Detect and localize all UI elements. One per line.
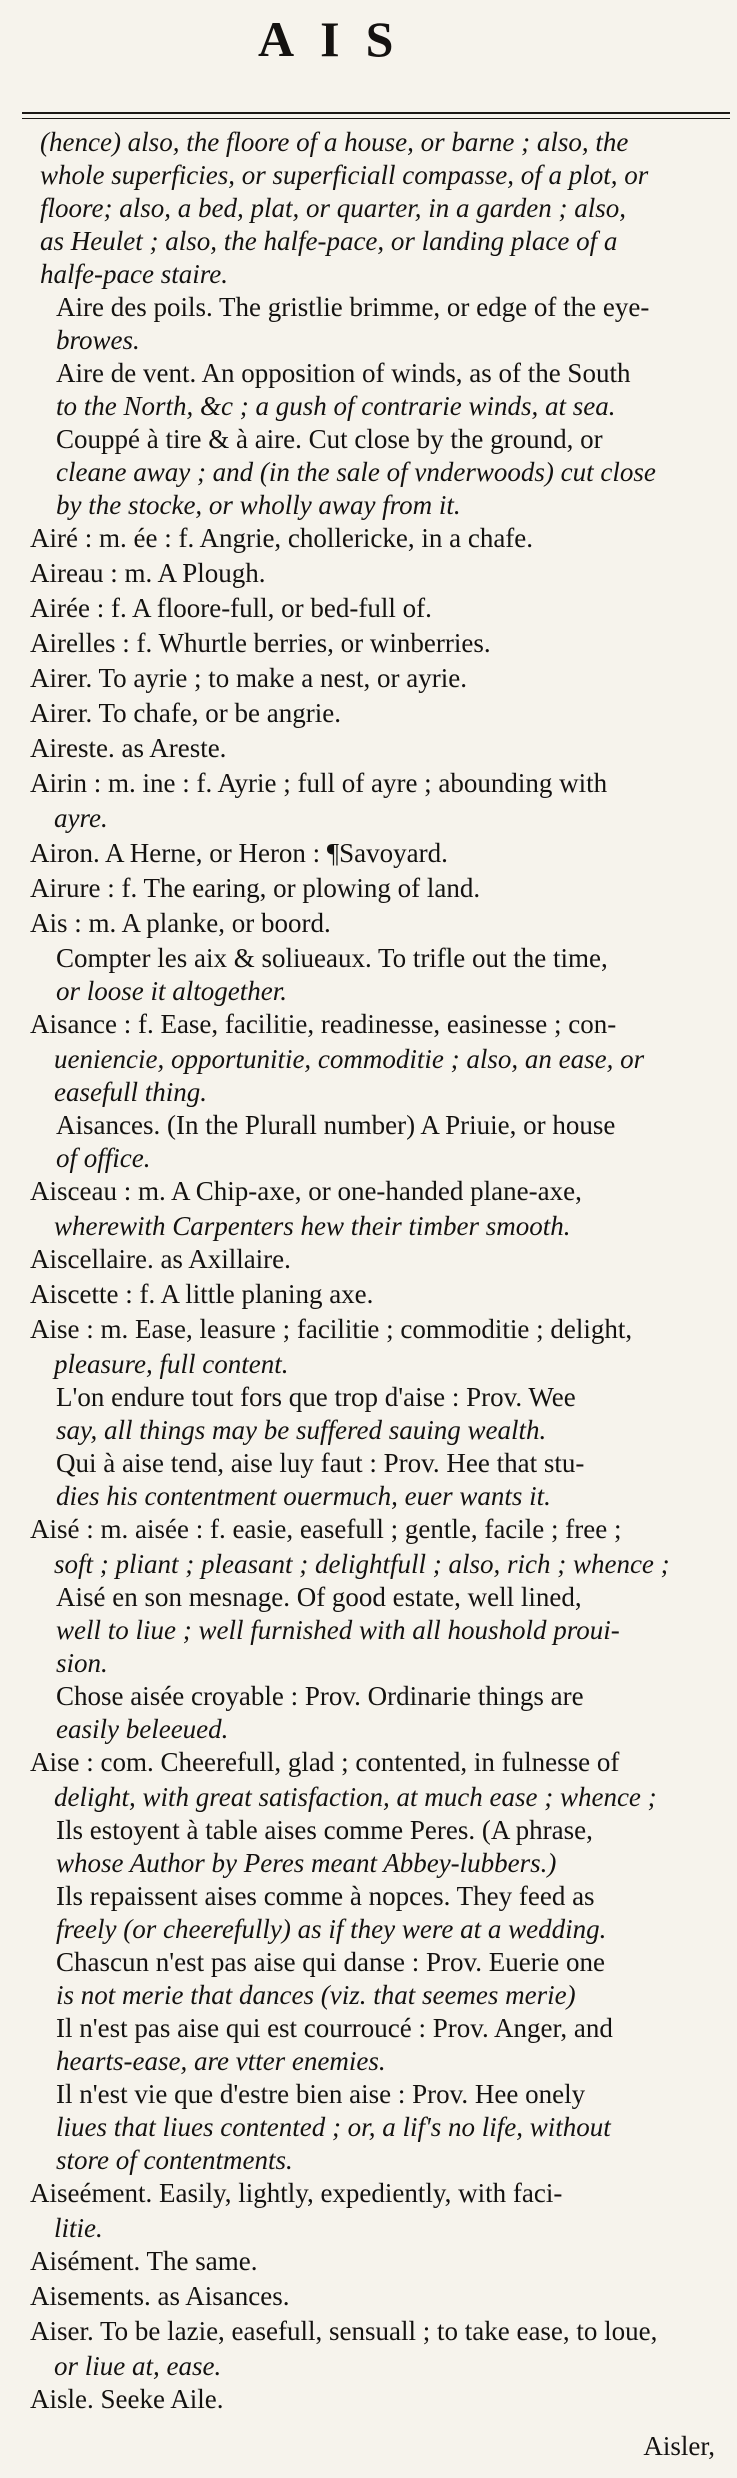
entry-line: Aiscellaire. as Axillaire. [30, 1244, 291, 1274]
entry-line: by the stocke, or wholly away from it. [56, 490, 461, 520]
entry-line: Ils estoyent à table aises comme Peres. (A phrase, [56, 1815, 593, 1845]
entry-line: whole superficies, or superficiall compasse, of a plot, or [40, 160, 649, 190]
entry-line: is not merie that dances (viz. that seemes merie) [56, 1980, 576, 2010]
entry-line: pleasure, full content. [54, 1349, 289, 1379]
entry-line: Aisements. as Aisances. [30, 2281, 290, 2311]
entry-line: Airon. A Herne, or Heron : ¶Savoyard. [30, 838, 448, 868]
page-header [0, 8, 737, 70]
entry-line: hearts-ease, are vtter enemies. [56, 2046, 386, 2076]
entry-line: easily beleeued. [56, 1714, 229, 1744]
entry-line: Aisé en son mesnage. Of good estate, well lined, [56, 1582, 582, 1612]
entry-line: Airin : m. ine : f. Ayrie ; full of ayre ; abounding with [30, 768, 608, 798]
entry-line: browes. [56, 325, 140, 355]
entry-line: Couppé à tire & à aire. Cut close by the ground, or [56, 424, 603, 454]
entry-line: store of contentments. [56, 2145, 293, 2175]
entry-line: Aisceau : m. A Chip-axe, or one-handed plane-axe, [30, 1176, 582, 1206]
entry-line: freely (or cheerefully) as if they were at a wedding. [56, 1914, 607, 1944]
entry-line: L'on endure tout fors que trop d'aise : Prov. Wee [56, 1382, 576, 1412]
entry-line: Qui à aise tend, aise luy faut : Prov. Hee that stu- [56, 1448, 585, 1478]
entry-line: Aireste. as Areste. [30, 733, 227, 763]
entry-line: Aisance : f. Ease, facilitie, readinesse, easinesse ; con- [30, 1009, 617, 1039]
entry-line: delight, with great satisfaction, at much ease ; whence ; [54, 1782, 657, 1812]
entry-line: ayre. [54, 803, 108, 833]
entry-line: Aisances. (In the Plurall number) A Priuie, or house [56, 1110, 616, 1140]
entry-line: Chose aisée croyable : Prov. Ordinarie things are [56, 1681, 584, 1711]
entry-line: Compter les aix & soliueaux. To trifle out the time, [56, 943, 608, 973]
entry-line: Aiseément. Easily, lightly, expediently, with faci- [30, 2178, 563, 2208]
entry-line: easefull thing. [54, 1077, 207, 1107]
catchword: Aisler, [643, 2431, 715, 2461]
entry-line: Airé : m. ée : f. Angrie, chollericke, in a chafe. [30, 523, 534, 553]
entry-line: Aire de vent. An opposition of winds, as of the South [56, 358, 631, 388]
entry-line: whose Author by Peres meant Abbey-lubbers.) [56, 1848, 557, 1878]
entry-line: Aise : m. Ease, leasure ; facilitie ; commoditie ; delight, [30, 1314, 633, 1344]
entry-line: litie. [54, 2213, 103, 2243]
entry-line: well to liue ; well furnished with all houshold proui- [56, 1615, 620, 1645]
entry-line: Aireau : m. A Plough. [30, 558, 266, 588]
entry-line: cleane away ; and (in the sale of vnderwoods) cut close [56, 457, 656, 487]
header-rule [22, 112, 730, 114]
entry-line: or liue at, ease. [54, 2351, 222, 2381]
page-title: AIS [258, 11, 420, 67]
entry-line: Ais : m. A planke, or boord. [30, 908, 331, 938]
entry-line: liues that liues contented ; or, a lif's no life, without [56, 2112, 611, 2142]
entry-line: Aiser. To be lazie, easefull, sensuall ; to take ease, to loue, [30, 2316, 658, 2346]
entry-line: (hence) also, the floore of a house, or barne ; also, the [40, 127, 629, 157]
entry-line: Airée : f. A floore-full, or bed-full of. [30, 593, 432, 623]
header-rule-thin [22, 118, 730, 119]
entry-line: Aisé : m. aisée : f. easie, easefull ; gentle, facile ; free ; [30, 1514, 622, 1544]
entry-line: sion. [56, 1648, 108, 1678]
entry-line: Ils repaissent aises comme à nopces. They feed as [56, 1881, 595, 1911]
entry-line: of office. [56, 1143, 151, 1173]
entry-line: Aire des poils. The gristlie brimme, or edge of the eye- [56, 292, 650, 322]
entry-line: Il n'est vie que d'estre bien aise : Prov. Hee onely [56, 2079, 586, 2109]
entry-line: Il n'est pas aise qui est courroucé : Prov. Anger, and [56, 2013, 613, 2043]
entry-line: or loose it altogether. [56, 976, 287, 1006]
entry-line: Airure : f. The earing, or plowing of land. [30, 873, 481, 903]
entry-line: halfe-pace staire. [40, 259, 228, 289]
entry-line: Airer. To chafe, or be angrie. [30, 698, 341, 728]
entry-line: to the North, &c ; a gush of contrarie winds, at sea. [56, 391, 616, 421]
entry-line: soft ; pliant ; pleasant ; delightfull ; also, rich ; whence ; [54, 1549, 670, 1579]
entry-line: Airer. To ayrie ; to make a nest, or ayrie. [30, 663, 467, 693]
entry-line: Airelles : f. Whurtle berries, or winberries. [30, 628, 491, 658]
entry-line: Aise : com. Cheerefull, glad ; contented, in fulnesse of [30, 1747, 620, 1777]
entry-line: say, all things may be suffered sauing wealth. [56, 1415, 547, 1445]
entry-line: ueniencie, opportunitie, commoditie ; also, an ease, or [54, 1044, 645, 1074]
entry-line: wherewith Carpenters hew their timber smooth. [54, 1211, 571, 1241]
entry-line: dies his contentment ouermuch, euer wants it. [56, 1481, 551, 1511]
entry-line: Aisément. The same. [30, 2246, 258, 2276]
entry-line: floore; also, a bed, plat, or quarter, in a garden ; also, [40, 193, 626, 223]
entry-line: Aiscette : f. A little planing axe. [30, 1279, 374, 1309]
entry-line: Chascun n'est pas aise qui danse : Prov. Euerie one [56, 1947, 605, 1977]
entry-line: Aisle. Seeke Aile. [30, 2384, 224, 2414]
entry-line: as Heulet ; also, the halfe-pace, or landing place of a [40, 226, 618, 256]
